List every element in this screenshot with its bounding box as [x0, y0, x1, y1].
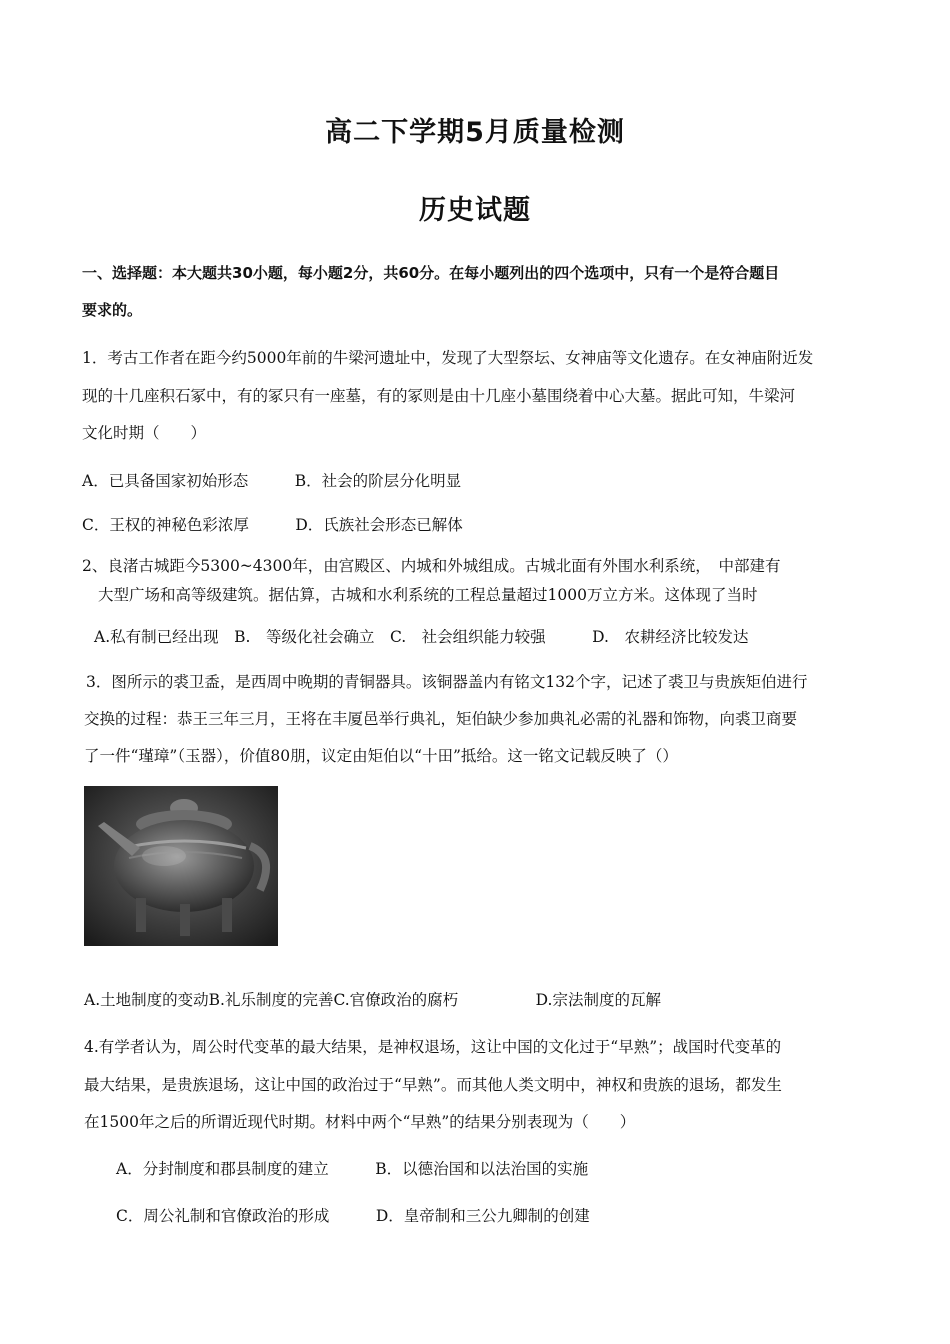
question-3-options: A.土地制度的变动B.礼乐制度的完善C.官僚政治的腐朽 D.宗法制度的瓦解	[84, 991, 661, 1009]
question-1-options-row-2: C．王权的神秘色彩浓厚 D．氏族社会形态已解体	[82, 516, 463, 534]
question-1-stem-line-3: 文化时期（ ）	[82, 424, 207, 442]
question-4-options-row-1: A．分封制度和郡县制度的建立 B．以德治国和以法治国的实施	[116, 1160, 589, 1178]
question-2-options: A.私有制已经出现 B. 等级化社会确立 C. 社会组织能力较强 D. 农耕经济比较发达	[94, 628, 749, 646]
bronze-vessel-photo	[84, 786, 278, 946]
section-instruction-line-1: 一、选择题：本大题共30小题，每小题2分，共60分。在每小题列出的四个选项中，只有一个是符合题目	[82, 264, 780, 282]
question-4-stem-line-1: 4.有学者认为，周公时代变革的最大结果，是神权退场，这让中国的文化过于“早熟”；战国时代变革的	[84, 1038, 782, 1056]
question-2-stem-line-2: 大型广场和高等级建筑。据估算，古城和水利系统的工程总量超过1000万立方米。这体现了当时	[98, 586, 758, 604]
page-title: 高二下学期5月质量检测	[325, 117, 625, 148]
question-1-stem-line-2: 现的十几座积石冢中，有的冢只有一座墓，有的冢则是由十几座小墓围绕着中心大墓。据此可知，牛梁河	[82, 387, 796, 405]
question-4-options-row-2: C．周公礼制和官僚政治的形成 D．皇帝制和三公九卿制的创建	[116, 1207, 590, 1225]
question-4-stem-line-2: 最大结果，是贵族退场，这让中国的政治过于“早熟”。而其他人类文明中，神权和贵族的退场，都发生	[84, 1076, 782, 1094]
question-3-stem-line-2: 交换的过程：恭王三年三月，王将在丰厦邑举行典礼，矩伯缺少参加典礼必需的礼器和饰物，向裘卫商要	[84, 710, 798, 728]
section-instruction-line-2: 要求的。	[82, 301, 143, 319]
question-1-stem-line-1: 1．考古工作者在距今约5000年前的牛梁河遗址中，发现了大型祭坛、女神庙等文化遗存。在女神庙附近发	[82, 349, 814, 367]
question-1-options-row-1: A．已具备国家初始形态 B．社会的阶层分化明显	[82, 472, 462, 490]
question-2-stem-line-1: 2、良渚古城距今5300~4300年，由宫殿区、内城和外城组成。古城北面有外围水利系统， 中部建有	[82, 557, 781, 575]
page-subtitle: 历史试题	[419, 195, 531, 226]
question-3-stem-line-3: 了一件“瑾璋”（玉器），价值80朋，议定由矩伯以“十田”抵给。这一铭文记载反映了（）	[84, 747, 678, 765]
question-4-stem-line-3: 在1500年之后的所谓近现代时期。材料中两个“早熟”的结果分别表现为（ ）	[84, 1113, 636, 1131]
question-3-stem-line-1: 3．图所示的裘卫盉，是西周中晚期的青铜器具。该铜器盖内有铭文132个字，记述了裘卫与贵族矩伯进行	[86, 673, 808, 691]
